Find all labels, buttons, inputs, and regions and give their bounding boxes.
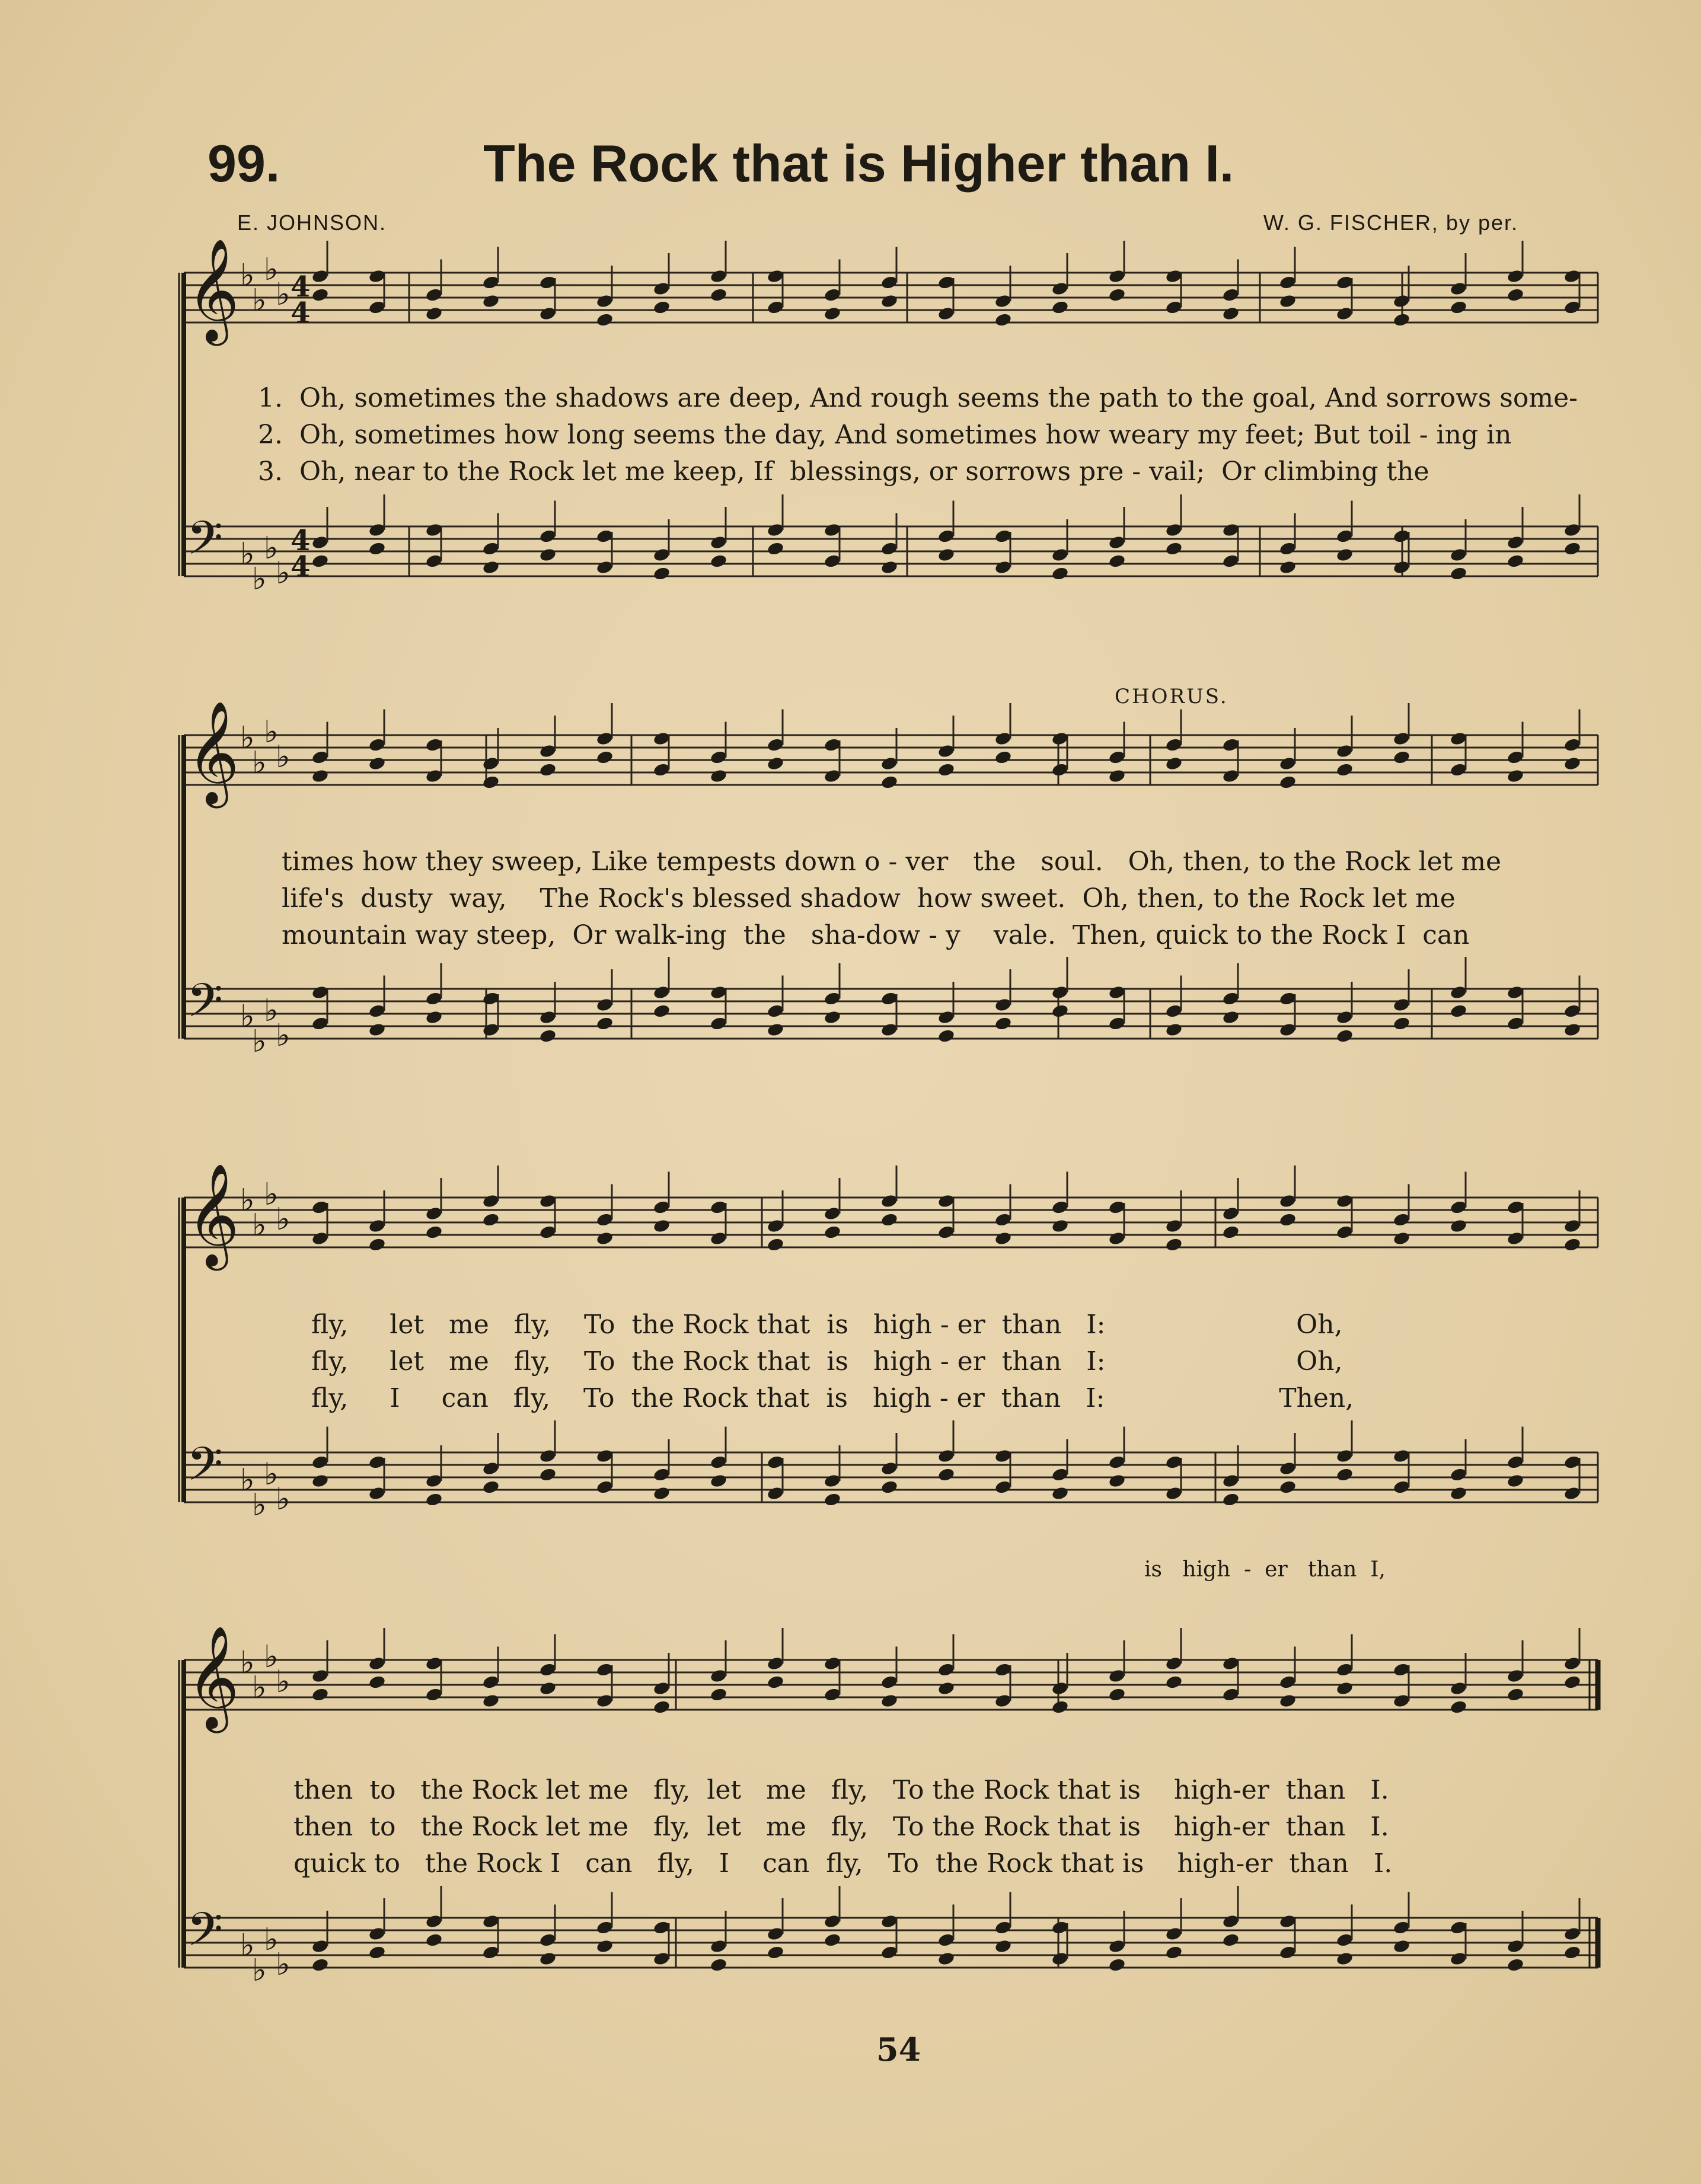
note-head xyxy=(767,541,785,557)
note-head xyxy=(1279,1480,1297,1495)
flat-icon: ♭ xyxy=(240,1645,255,1681)
note-head xyxy=(1222,1492,1240,1508)
treble-staff xyxy=(184,238,1598,346)
note-head xyxy=(1051,566,1070,582)
note-head xyxy=(425,1492,443,1508)
bass-clef-icon: 𝄢 xyxy=(187,974,224,1039)
note-head xyxy=(937,1029,956,1044)
music-system xyxy=(179,238,1598,597)
treble-staff xyxy=(184,1626,1598,1733)
bass-clef-icon: 𝄢 xyxy=(187,512,224,577)
lyric-line: fly, let me fly, To the Rock that is high - er than I: Oh, xyxy=(311,1310,1343,1340)
note-head xyxy=(937,1681,956,1696)
treble-clef-icon: 𝄞 xyxy=(187,1626,240,1729)
note-head xyxy=(425,1010,443,1025)
note-head xyxy=(482,293,500,309)
flat-icon: ♭ xyxy=(276,739,291,775)
note-head xyxy=(653,1004,671,1019)
note-head xyxy=(482,560,500,575)
lyric-line: 2. Oh, sometimes how long seems the day, And sometimes how weary my feet; But toil - ing in xyxy=(258,420,1512,450)
note-head xyxy=(937,762,956,778)
page-number: 54 xyxy=(876,2030,921,2068)
note-head xyxy=(368,1675,387,1690)
flat-icon: ♭ xyxy=(252,561,267,597)
treble-clef-icon: 𝄞 xyxy=(187,238,240,341)
note-head xyxy=(994,312,1013,328)
lyric-line: mountain way steep, Or walk-ing the sha-dow - y vale. Then, quick to the Rock I can xyxy=(282,920,1470,950)
note-head xyxy=(311,554,330,569)
note-head xyxy=(1450,300,1468,315)
note-head xyxy=(1108,288,1126,303)
flat-icon: ♭ xyxy=(264,531,279,566)
flat-icon: ♭ xyxy=(240,1183,255,1218)
note-head xyxy=(368,541,387,557)
flat-icon: ♭ xyxy=(276,1018,291,1053)
note-head xyxy=(596,1231,614,1246)
note-head xyxy=(1108,1958,1126,1973)
treble-staff xyxy=(184,1163,1598,1271)
note-head xyxy=(1563,1675,1582,1690)
note-head xyxy=(539,1681,557,1696)
note-head xyxy=(710,768,728,784)
note-head xyxy=(311,1473,330,1489)
flat-icon: ♭ xyxy=(252,1670,267,1706)
note-head xyxy=(1165,1237,1183,1253)
flat-icon: ♭ xyxy=(264,993,279,1029)
note-head xyxy=(824,306,842,321)
note-head xyxy=(1393,1231,1411,1246)
note-head xyxy=(880,1693,899,1709)
note-head xyxy=(1450,1486,1468,1501)
lyric-line: 3. Oh, near to the Rock let me keep, If blessings, or sorrows pre - vail; Or climbing the xyxy=(258,456,1429,487)
note-head xyxy=(1222,1225,1240,1240)
flat-icon: ♭ xyxy=(276,277,291,312)
note-head xyxy=(1563,1022,1582,1037)
note-head xyxy=(1507,288,1525,303)
note-head xyxy=(937,1467,956,1483)
bass-lyric: is high - er than I, xyxy=(1144,1557,1386,1582)
flat-icon: ♭ xyxy=(276,1664,291,1700)
note-head xyxy=(653,566,671,582)
note-head xyxy=(653,1218,671,1234)
lyric-line: 1. Oh, sometimes the shadows are deep, And rough seems the path to the goal, And sorrows some- xyxy=(258,383,1578,413)
note-head xyxy=(1222,306,1240,321)
note-head xyxy=(311,288,330,303)
note-head xyxy=(994,1939,1013,1954)
note-head xyxy=(368,1945,387,1961)
lyric-line: life's dusty way, The Rock's blessed shadow how sweet. Oh, then, to the Rock let me xyxy=(282,883,1456,914)
time-signature: 4 xyxy=(291,524,311,557)
note-head xyxy=(311,1958,330,1973)
bass-clef-icon: 𝄢 xyxy=(187,1903,224,1968)
note-head xyxy=(937,1951,956,1966)
note-head xyxy=(880,1212,899,1228)
bass-clef-icon: 𝄢 xyxy=(187,1438,224,1503)
note-head xyxy=(710,1958,728,1973)
note-head xyxy=(1051,1218,1070,1234)
bass-staff xyxy=(184,1420,1598,1523)
note-head xyxy=(1222,1933,1240,1948)
note-head xyxy=(1450,1004,1468,1019)
note-head xyxy=(880,560,899,575)
note-head xyxy=(1507,1958,1525,1973)
time-signature: 4 xyxy=(291,296,311,330)
note-head xyxy=(653,300,671,315)
note-head xyxy=(1051,1486,1070,1501)
music-system xyxy=(179,1626,1598,1988)
flat-icon: ♭ xyxy=(264,714,279,750)
note-head xyxy=(539,1951,557,1966)
note-head xyxy=(1450,1700,1468,1715)
time-signature: 4 xyxy=(291,550,311,583)
note-head xyxy=(1165,1675,1183,1690)
note-head xyxy=(653,1700,671,1715)
note-head xyxy=(1336,1029,1354,1044)
note-head xyxy=(1279,560,1297,575)
note-head xyxy=(710,554,728,569)
note-head xyxy=(1165,541,1183,557)
note-head xyxy=(653,1486,671,1501)
lyricist-credit: E. JOHNSON. xyxy=(237,210,387,235)
note-head xyxy=(1108,554,1126,569)
note-head xyxy=(311,1687,330,1703)
bass-staff xyxy=(184,957,1598,1059)
flat-icon: ♭ xyxy=(264,1177,279,1212)
flat-icon: ♭ xyxy=(264,1922,279,1958)
note-head xyxy=(539,547,557,563)
note-head xyxy=(710,1473,728,1489)
note-head xyxy=(482,1693,500,1709)
note-head xyxy=(1279,775,1297,790)
flat-icon: ♭ xyxy=(252,1024,267,1059)
flat-icon: ♭ xyxy=(240,1463,255,1498)
note-head xyxy=(539,1467,557,1483)
flat-icon: ♭ xyxy=(276,555,291,591)
note-head xyxy=(1108,768,1126,784)
flat-icon: ♭ xyxy=(252,1953,267,1988)
note-head xyxy=(1507,1473,1525,1489)
chorus-label: CHORUS. xyxy=(1115,685,1228,708)
note-head xyxy=(1393,1939,1411,1954)
note-head xyxy=(482,1480,500,1495)
flat-icon: ♭ xyxy=(240,999,255,1034)
note-head xyxy=(1393,750,1411,765)
lyric-line: quick to the Rock I can fly, I can fly, To the Rock that is high-er than I. xyxy=(293,1848,1393,1879)
note-head xyxy=(937,547,956,563)
note-head xyxy=(824,1010,842,1025)
note-head xyxy=(1165,756,1183,771)
flat-icon: ♭ xyxy=(240,258,255,293)
note-head xyxy=(1450,566,1468,582)
lyric-line: then to the Rock let me fly, let me fly, To the Rock that is high-er than I. xyxy=(293,1812,1389,1842)
note-head xyxy=(1165,1022,1183,1037)
note-head xyxy=(880,775,899,790)
note-head xyxy=(1051,300,1070,315)
flat-icon: ♭ xyxy=(276,1202,291,1237)
note-head xyxy=(1165,1945,1183,1961)
note-head xyxy=(311,768,330,784)
note-head xyxy=(1279,293,1297,309)
flat-icon: ♭ xyxy=(252,745,267,781)
note-head xyxy=(596,1016,614,1032)
note-head xyxy=(1507,768,1525,784)
note-head xyxy=(994,1231,1013,1246)
lyric-line: then to the Rock let me fly, let me fly, To the Rock that is high-er than I. xyxy=(293,1775,1389,1805)
note-head xyxy=(1563,1237,1582,1253)
note-head xyxy=(1563,756,1582,771)
note-head xyxy=(824,1225,842,1240)
flat-icon: ♭ xyxy=(276,1947,291,1982)
flat-icon: ♭ xyxy=(252,1487,267,1523)
treble-clef-icon: 𝄞 xyxy=(187,701,240,804)
note-head xyxy=(596,312,614,328)
lyric-line: fly, let me fly, To the Rock that is high - er than I: Oh, xyxy=(311,1346,1343,1377)
note-head xyxy=(1336,1467,1354,1483)
lyric-line: times how they sweep, Like tempests down o - ver the soul. Oh, then, to the Rock let me xyxy=(282,847,1502,877)
note-head xyxy=(767,1237,785,1253)
flat-icon: ♭ xyxy=(252,1208,267,1243)
music-system xyxy=(179,701,1598,1059)
hymn-number: 99. xyxy=(208,134,280,193)
note-head xyxy=(1393,312,1411,328)
note-head xyxy=(425,306,443,321)
note-head xyxy=(539,1029,557,1044)
note-head xyxy=(1393,1016,1411,1032)
treble-clef-icon: 𝄞 xyxy=(187,1163,240,1266)
flat-icon: ♭ xyxy=(240,537,255,572)
note-head xyxy=(1450,1218,1468,1234)
note-head xyxy=(596,1939,614,1954)
music-system xyxy=(179,1163,1598,1523)
flat-icon: ♭ xyxy=(264,1457,279,1492)
note-head xyxy=(368,1022,387,1037)
flat-icon: ♭ xyxy=(252,283,267,318)
note-head xyxy=(824,1492,842,1508)
note-head xyxy=(1051,1700,1070,1715)
note-head xyxy=(1279,1693,1297,1709)
lyric-line: fly, I can fly, To the Rock that is high - er than I: Then, xyxy=(311,1383,1354,1413)
bass-staff xyxy=(184,1886,1598,1988)
note-head xyxy=(710,288,728,303)
note-head xyxy=(824,1933,842,1948)
bass-staff xyxy=(184,494,1598,597)
note-head xyxy=(1336,547,1354,563)
note-head xyxy=(1222,1010,1240,1025)
note-head xyxy=(1051,1004,1070,1019)
note-head xyxy=(994,750,1013,765)
time-signature: 4 xyxy=(291,270,311,304)
note-head xyxy=(1279,1212,1297,1228)
composer-credit: W. G. FISCHER, by per. xyxy=(1263,210,1518,235)
note-head xyxy=(1563,541,1582,557)
note-head xyxy=(539,762,557,778)
note-head xyxy=(710,1687,728,1703)
flat-icon: ♭ xyxy=(276,1481,291,1517)
note-head xyxy=(1108,1687,1126,1703)
note-head xyxy=(1507,1687,1525,1703)
note-head xyxy=(767,1945,785,1961)
note-head xyxy=(425,1933,443,1948)
note-head xyxy=(482,775,500,790)
treble-staff xyxy=(184,701,1598,809)
note-head xyxy=(767,756,785,771)
note-head xyxy=(368,756,387,771)
note-head xyxy=(1336,1681,1354,1696)
flat-icon: ♭ xyxy=(264,1639,279,1675)
note-head xyxy=(880,293,899,309)
note-head xyxy=(994,1016,1013,1032)
note-head xyxy=(880,1480,899,1495)
flat-icon: ♭ xyxy=(264,252,279,288)
note-head xyxy=(767,1675,785,1690)
note-head xyxy=(368,1237,387,1253)
note-head xyxy=(1507,554,1525,569)
note-head xyxy=(767,1022,785,1037)
note-head xyxy=(1336,1951,1354,1966)
note-head xyxy=(425,1225,443,1240)
note-head xyxy=(1336,762,1354,778)
note-head xyxy=(596,750,614,765)
note-head xyxy=(1108,1473,1126,1489)
flat-icon: ♭ xyxy=(240,1928,255,1963)
flat-icon: ♭ xyxy=(240,720,255,756)
hymn-title: The Rock that is Higher than I. xyxy=(483,134,1234,193)
note-head xyxy=(1563,1945,1582,1961)
note-head xyxy=(482,1212,500,1228)
